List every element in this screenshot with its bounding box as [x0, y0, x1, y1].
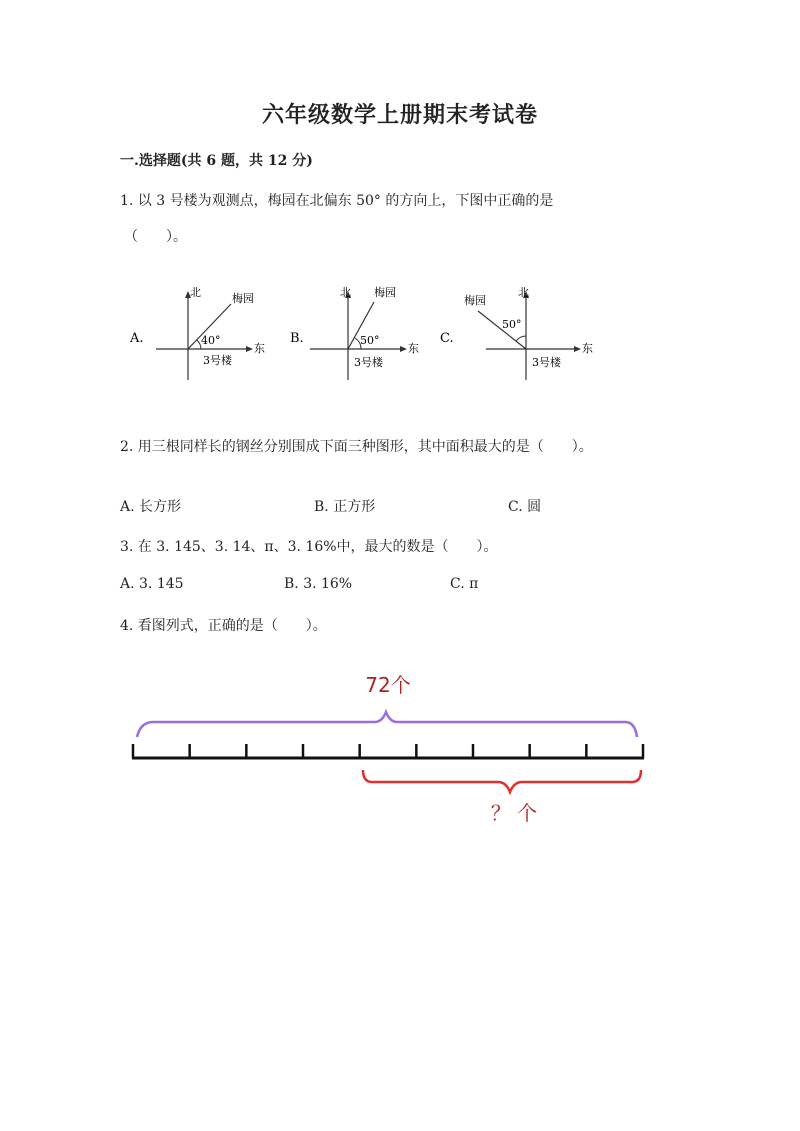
page-title: 六年级数学上册期末考试卷 [261, 102, 538, 128]
q1-option-a-label: A. [130, 331, 144, 346]
q4-total-brace [137, 712, 637, 737]
q1-option-b-angle: 50° [360, 334, 380, 347]
q2-option-c[interactable]: C. 圆 [508, 499, 542, 515]
q4-line-segment-diagram [120, 660, 660, 840]
q1-option-c-east: 东 [582, 342, 593, 355]
q1-option-a-target: 梅园 [232, 292, 254, 305]
q1-option-a-origin: 3号楼 [203, 354, 232, 367]
question-1-blank: （ ）。 [124, 229, 187, 245]
q4-question-label: ？ 个 [490, 801, 538, 825]
q3-option-c[interactable]: C. π [450, 576, 479, 592]
section-heading: 一.选择题(共 6 题，共 12 分) [120, 153, 313, 169]
q1-option-a-diagram [128, 280, 278, 380]
q1-option-a-north: 北 [190, 286, 201, 299]
question-2-text: 2. 用三根同样长的钢丝分别围成下面三种图形，其中面积最大的是（ ）。 [120, 439, 593, 455]
q1-option-a-angle: 40° [201, 334, 221, 347]
q3-option-a[interactable]: A. 3. 145 [120, 576, 184, 592]
q1-option-b-origin: 3号楼 [354, 356, 383, 369]
q3-option-b[interactable]: B. 3. 16% [284, 576, 353, 592]
q4-total-label: 72个 [365, 673, 411, 697]
q1-option-b-target: 梅园 [374, 286, 396, 299]
q1-option-b-north: 北 [340, 286, 351, 299]
q1-option-c-origin: 3号楼 [532, 356, 561, 369]
q4-ticks [133, 744, 643, 758]
q1-option-b-diagram [288, 280, 438, 380]
q1-option-b-east: 东 [408, 342, 419, 355]
question-3-text: 3. 在 3. 145、3. 14、π、3. 16%中，最大的数是（ ）。 [120, 539, 498, 555]
question-1-text: 1. 以 3 号楼为观测点，梅园在北偏东 50° 的方向上，下图中正确的是 [120, 193, 554, 209]
q1-option-a-east: 东 [254, 342, 265, 355]
q2-option-b[interactable]: B. 正方形 [314, 499, 376, 515]
q1-option-c-angle: 50° [502, 318, 522, 331]
q1-option-b-label: B. [290, 331, 304, 346]
question-4-text: 4. 看图列式，正确的是（ ）。 [120, 618, 327, 634]
q2-option-a[interactable]: A. 长方形 [120, 499, 182, 515]
q1-option-c-north: 北 [518, 286, 529, 299]
q1-option-c-label: C. [440, 331, 454, 346]
q1-option-c-target: 梅园 [464, 294, 486, 307]
q4-part-brace [363, 770, 641, 792]
q1-option-c-diagram [438, 280, 598, 380]
